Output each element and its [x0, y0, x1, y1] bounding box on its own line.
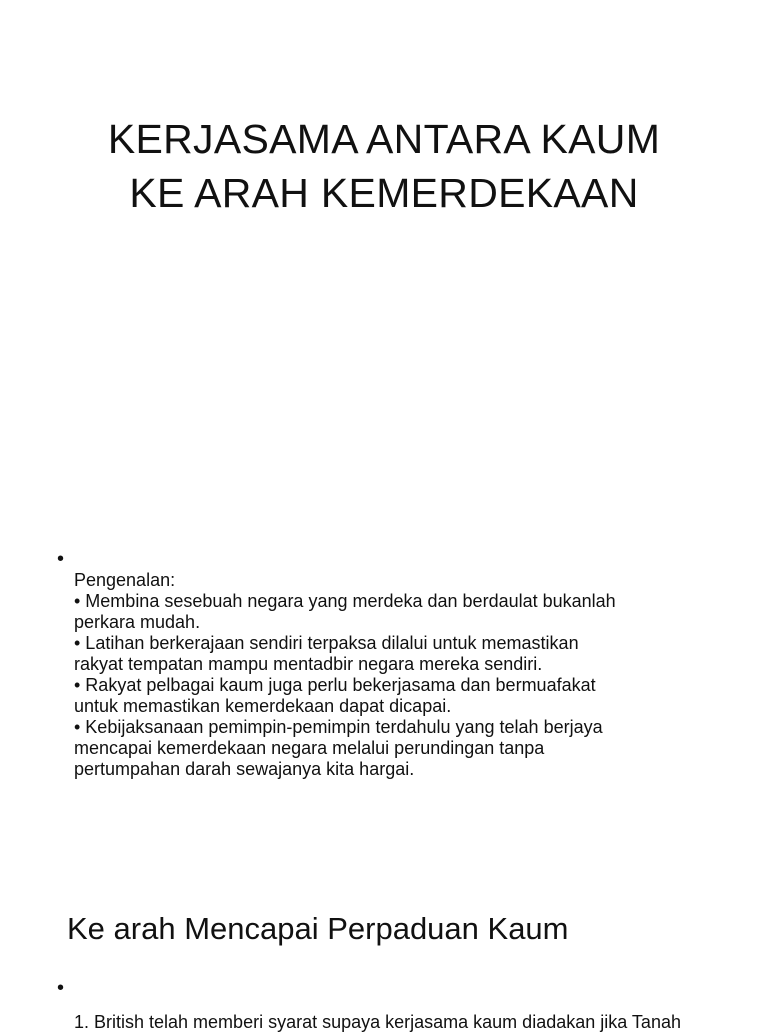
intro-line: perkara mudah. [74, 612, 201, 632]
title-line-1: KERJASAMA ANTARA KAUM [107, 116, 661, 162]
presentation-title [0, 112, 768, 220]
slide-unity [0, 882, 768, 1032]
intro-line: mencapai kemerdekaan negara melalui perundingan tanpa [74, 738, 545, 758]
intro-line: • Kebijaksanaan pemimpin-pemimpin terdahulu yang telah berjaya [74, 717, 603, 737]
partial-text-line: 1. British telah memberi syarat supaya kerjasama kaum diadakan jika Tanah [74, 1012, 681, 1032]
intro-line: pertumpahan darah sewajanya kita hargai. [74, 759, 415, 779]
introduction-text [74, 570, 724, 780]
slide-introduction [0, 512, 768, 882]
intro-line: • Latihan berkerajaan sendiri terpaksa dilalui untuk memastikan [74, 633, 579, 653]
section-title: Ke arah Mencapai Perpaduan Kaum [67, 911, 569, 946]
bullet-dot: • [57, 977, 65, 999]
intro-line: untuk memastikan kemerdekaan dapat dicapai. [74, 696, 452, 716]
intro-line: • Membina sesebuah negara yang merdeka dan berdaulat bukanlah [74, 591, 616, 611]
title-line-2: KE ARAH KEMERDEKAAN [129, 170, 639, 216]
intro-line: • Rakyat pelbagai kaum juga perlu bekerjasama dan bermuafakat [74, 675, 596, 695]
intro-heading: Pengenalan: [74, 570, 176, 590]
intro-line: rakyat tempatan mampu mentadbir negara mereka sendiri. [74, 654, 543, 674]
bullet-dot: • [57, 548, 65, 570]
slide-title [0, 0, 768, 512]
